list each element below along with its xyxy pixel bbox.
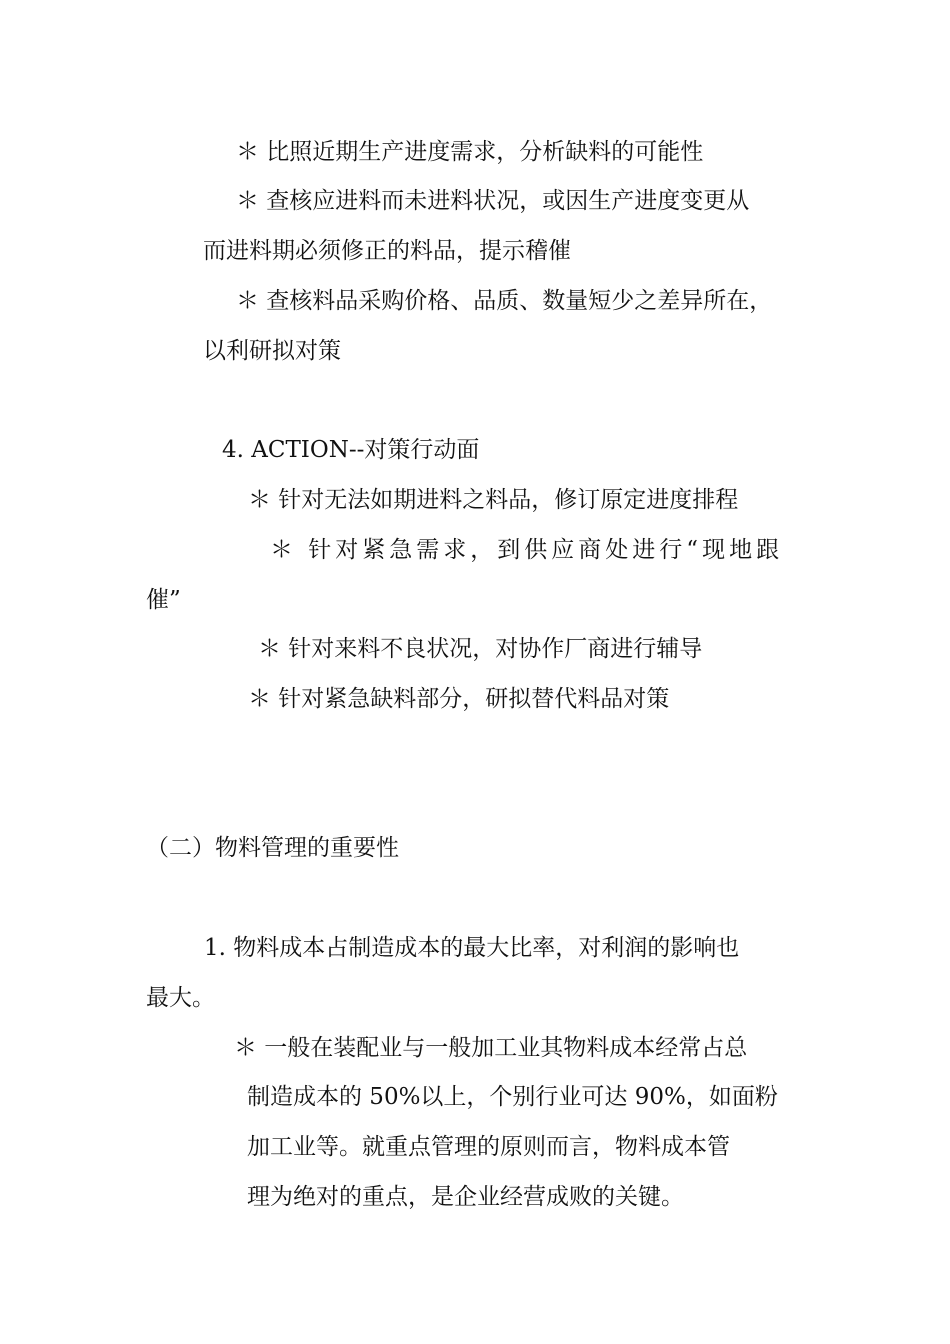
check-item-2-line-2: 而进料期必须修正的料品，提示稽催 — [203, 238, 571, 264]
action-item-1: ＊ 针对无法如期进料之料品，修订原定进度排程 — [248, 487, 739, 513]
action-item-4: ＊ 针对紧急缺料部分，研拟替代料品对策 — [248, 686, 670, 712]
action-heading: 4. ACTION--对策行动面 — [222, 437, 480, 463]
importance-heading: （二）物料管理的重要性 — [146, 835, 399, 861]
check-item-1: ＊ 比照近期生产进度需求，分析缺料的可能性 — [236, 139, 704, 165]
note-line-3: 加工业等。就重点管理的原则而言，物料成本管 — [247, 1134, 730, 1160]
note-line-4: 理为绝对的重点，是企业经营成败的关键。 — [247, 1184, 684, 1210]
action-item-2-line-2: 催” — [146, 587, 181, 613]
check-item-2-line-1: ＊ 查核应进料而未进料状况，或因生产进度变更从 — [236, 188, 750, 214]
action-item-2-line-1: ＊ 针对紧急需求，到供应商处进行“现地跟 — [270, 537, 784, 563]
check-item-3-line-2: 以利研拟对策 — [203, 338, 341, 364]
point-1-line-1: 1. 物料成本占制造成本的最大比率，对利润的影响也 — [204, 935, 740, 961]
point-1-line-2: 最大。 — [146, 985, 215, 1011]
note-line-2: 制造成本的 50%以上，个别行业可达 90%，如面粉 — [247, 1084, 778, 1110]
action-item-3: ＊ 针对来料不良状况，对协作厂商进行辅导 — [258, 636, 703, 662]
note-line-1: ＊ 一般在装配业与一般加工业其物料成本经常占总 — [234, 1035, 748, 1061]
check-item-3-line-1: ＊ 查核料品采购价格、品质、数量短少之差异所在， — [236, 288, 773, 314]
